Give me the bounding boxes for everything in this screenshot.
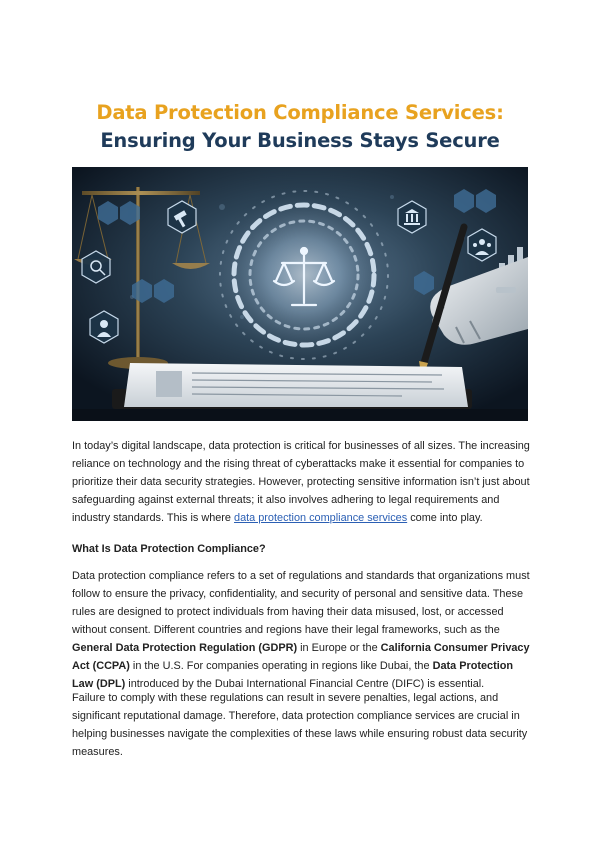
definition-text-3: in the U.S. For companies operating in regions like Dubai, the <box>129 660 433 672</box>
intro-paragraph <box>72 437 530 527</box>
failure-paragraph: Failure to comply with these regulations can result in severe penalties, legal actions, and significant reputational damage. Therefore, data protection compliance services are crucial in helping businesses navigate the complexities of these laws while ensuring robust data security measures. <box>72 692 528 758</box>
definition-text-2: in Europe or the <box>297 642 381 654</box>
document <box>112 363 472 409</box>
definition-text-4: introduced by the Dubai International Financial Centre (DIFC) is essential. <box>125 678 485 690</box>
gdpr-term: General Data Protection Regulation (GDPR) <box>72 642 298 654</box>
intro-text-end: come into play. <box>407 512 483 524</box>
definition-paragraph <box>72 567 530 693</box>
hero-image <box>72 167 528 421</box>
title-line-2: Ensuring Your Business Stays Secure <box>100 129 500 152</box>
ccpa-term: California Consumer Privacy Act (CCPA) <box>72 642 530 672</box>
intro-text-start: In today’s digital landscape, data protection is critical for businesses of all sizes. The increasing reliance on technology and the rising threat of cyberattacks make it essential for companies to prioritize their data security strategies. However, protecting sensitive information isn’t just about safeguarding against external threats; it also involves adhering to legal requirements and industry standards. This is where <box>72 440 530 524</box>
dpl-term: Data Protection Law (DPL) <box>72 660 514 690</box>
definition-text-1: Data protection compliance refers to a set of regulations and standards that organizations must follow to ensure the privacy, confidentiality, and security of personal and sensitive data. These rules are designed to protect individuals from having their data misused, lost, or accessed without consent. Different countries and regions have their legal frameworks, such as the <box>72 570 530 636</box>
section-heading: What Is Data Protection Compliance? <box>72 543 266 555</box>
compliance-services-link[interactable]: data protection compliance services <box>234 512 408 524</box>
title-line-1: Data Protection Compliance Services: <box>96 101 504 124</box>
